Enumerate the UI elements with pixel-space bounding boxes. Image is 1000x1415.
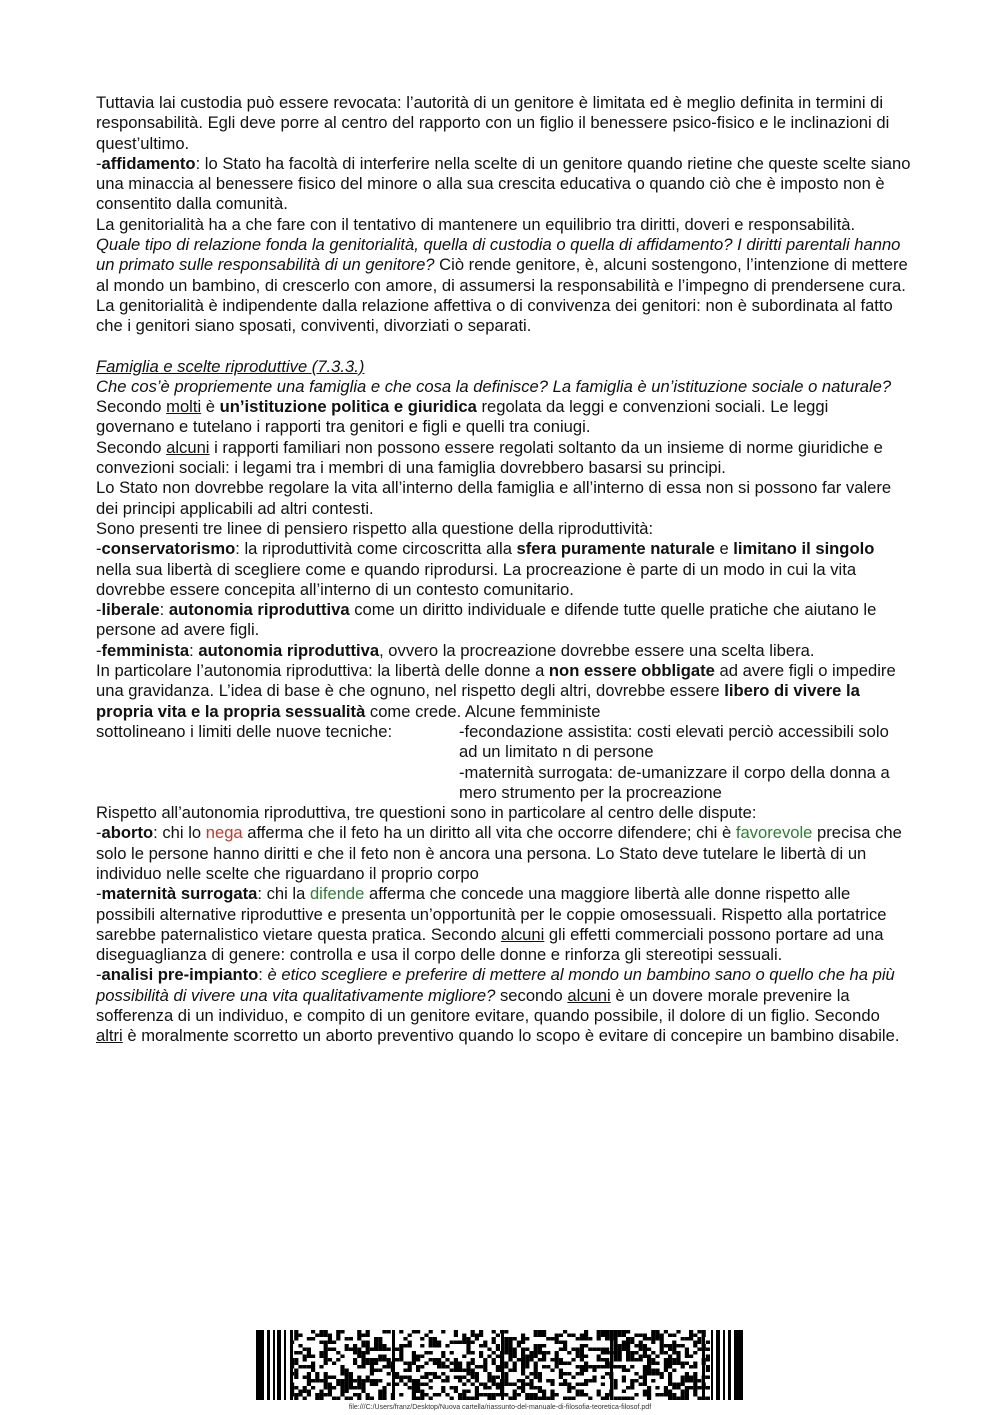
paragraph-affidamento: -affidamento: lo Stato ha facoltà di interferire nella scelte di un genitore quando rietine che queste scelte siano una minaccia al benessere fisico del minore o alla sua crescita educativa o quando ciò che è imposto non è consentito dalla comunità. (96, 153, 911, 214)
question-relazione: Quale tipo di relazione fonda la genitorialità, quella di custodia o quella di affidamento? I diritti parentali hanno un primato sulle responsabilità di un genitore? (96, 235, 901, 275)
item-analisi-pre-impianto: -analisi pre-impianto: è etico scegliere e preferire di mettere al mondo un bambino sano o quello che ha più possibilità di vivere una vita qualitativamente migliore? secondo alcuni è un dovere morale prevenire la sofferenza di un individuo, e compito di un genitore evitare, quando possibile, il dolore di un figlio. Secondo altri è moralmente scorretto un aborto preventivo quando lo scopo è evitare di concepire un bambino disabile. (96, 965, 900, 1046)
item-aborto: -aborto: chi lo nega afferma che il feto ha un diritto all vita che occorre difendere; chi è favorevole precisa che solo le persone hanno diritti e che il feto non è ancora una persona. Lo Stato deve tutelare le libertà di un individuo nelle scelte che riguardano il proprio corpo (96, 823, 902, 883)
technique-fecondazione: -fecondazione assistita: costi elevati perciò accessibili solo ad un limitato n di persone (459, 721, 889, 762)
term-affidamento: affidamento (101, 153, 196, 173)
techniques-intro: sottolineano i limiti delle nuove tecniche: (96, 721, 393, 741)
paragraph-stato: Lo Stato non dovrebbe regolare la vita all’interno della famiglia e all’interno di essa non si possono far valere dei principi applicabili ad altri contesti. (96, 478, 892, 518)
technique-surrogata: -maternità surrogata: de-umanizzare il corpo della donna a mero strumento per la procreazione (459, 762, 890, 802)
paragraph-autonomia: In particolare l’autonomia riproduttiva: la libertà delle donne a non essere obbligate ad avere figli o impedire una gravidanza. L’idea di base è che ognuno, nel rispetto degli altri, dovrebbe essere libero di vivere la propria vita e la propria sessualità come crede. Alcune femministe (96, 661, 896, 721)
paragraph-indipendente: La genitorialità è indipendente dalla relazione affettiva o di convivenza dei genitori: non è subordinata al fatto che i genitori siano sposati, conviventi, divorziati o separati. (96, 295, 893, 336)
two-column-techniques (96, 722, 911, 803)
file-path-footer: file:///C:/Users/franz/Desktop/Nuova cartella/riassunto-del-manuale-di-filosofia-teoretica-filosof.pdf (348, 1404, 652, 1411)
word-nega: nega (205, 823, 243, 843)
item-conservatorismo: -conservatorismo: la riproduttività come circoscritta alla sfera puramente naturale e limitano il singolo nella sua libertà di scegliere come e quando riprodursi. La procreazione è parte di un modo in cui la vita dovrebbe essere concepita all’interno di un contesto comunitario. (96, 539, 875, 599)
paragraph-custodia: Tuttavia lai custodia può essere revocata: l’autorità di un genitore è limitata ed è meglio definita in termini di responsabilità. Egli deve porre al centro del rapporto con un figlio il benessere psico-fisico e le inclinazioni di quest’ultimo. (96, 93, 890, 153)
paragraph-rapporti: Secondo alcuni i rapporti familiari non possono essere regolati soltanto da un insieme di norme giuridiche e convezioni sociali: i legami tra i membri di una famiglia dovrebbero basarsi su principi. (96, 437, 883, 478)
barcode-image (256, 1330, 743, 1400)
word-favorevole: favorevole (735, 823, 813, 843)
item-femminista: -femminista: autonomia riproduttiva, ovvero la procreazione dovrebbe essere una scelta libera. (96, 640, 815, 660)
paragraph-dispute: Rispetto all’autonomia riproduttiva, tre questioni sono in particolare al centro delle dispute: (96, 803, 757, 823)
paragraph-linee: Sono presenti tre linee di pensiero rispetto alla questione della riproduttività: (96, 518, 654, 538)
paragraph-relazione: Quale tipo di relazione fonda la genitorialità, quella di custodia o quella di affidamento? I diritti parentali hanno un primato sulle responsabilità di un genitore? Ciò rende genitore, è, alcuni sostengono, l’intenzione di mettere al mondo un bambino, di crescerlo con amore, di assumersi la responsabilità e l’impegno di prendersene cura. (96, 235, 908, 295)
paragraph-equilibrio: La genitorialità ha a che fare con il tentativo di mantenere un equilibrio tra diritti, doveri e responsabilità. (96, 214, 856, 234)
underline-alcuni: alcuni (166, 437, 210, 457)
word-difende: difende (309, 884, 365, 904)
paragraph-famiglia: Che cos’è propriemente una famiglia e che cosa la definisce? La famiglia è un’istituzione sociale o naturale? Secondo molti è un’istituzione politica e giuridica regolata da leggi e convenzioni sociali. Le leggi governano e tutelano i rapporti tra genitori e figli e quelli tra coniugi. (96, 376, 892, 437)
document-body (96, 93, 911, 1047)
item-maternita-surrogata: -maternità surrogata: chi la difende afferma che concede una maggiore libertà alle donne rispetto alle possibili alternative riproduttive e presenta un’opportunità per le coppie omosessuali. Rispetto alla portatrice sarebbe paternalistico vietare questa pratica. Secondo alcuni gli effetti commerciali possono portare ad una diseguaglianza di genere: controlla e usa il corpo delle donne e rinforza gli stereotipi sessuali. (96, 884, 887, 965)
item-liberale: -liberale: autonomia riproduttiva come un diritto individuale e difende tutte quelle pratiche che aiutano le persone ad avere figli. (96, 600, 877, 640)
section-title: Famiglia e scelte riproduttive (7.3.3.) (96, 356, 365, 376)
techniques-list (459, 722, 911, 803)
underline-molti: molti (166, 397, 202, 417)
